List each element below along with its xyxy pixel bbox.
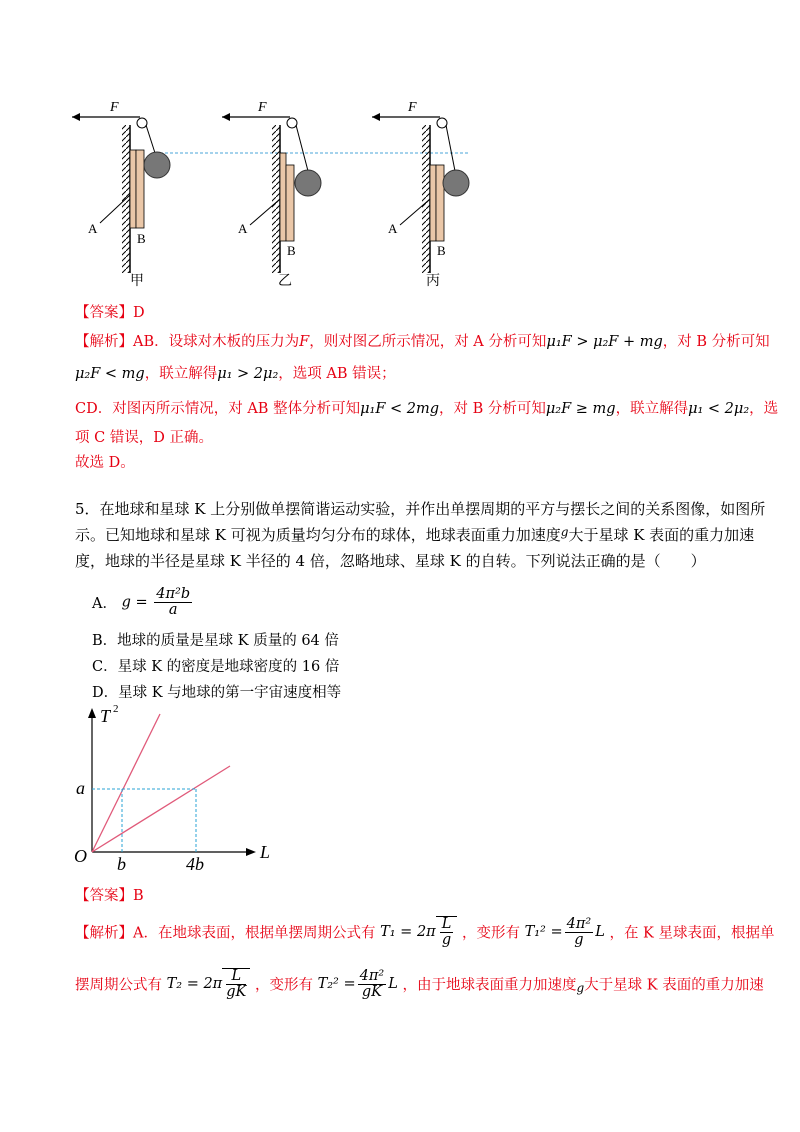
- formula: μ₁F > μ₂F + mg: [546, 334, 663, 350]
- force-label-bing: F: [408, 100, 417, 115]
- caption-yi: 乙: [278, 273, 292, 289]
- q5-answer: 【答案】B: [75, 888, 144, 904]
- formula: T₁ = 2π: [380, 924, 436, 940]
- formula: T₁² =: [524, 924, 563, 940]
- text: ，在 K 星球表面，根据单: [609, 925, 775, 942]
- text: 示。已知地球和星球 K 可视为质量均匀分布的球体，地球表面重力加速度: [75, 526, 561, 544]
- formula-tail: L: [388, 976, 398, 992]
- text: ，变形有: [461, 925, 520, 942]
- setup-jia: [72, 113, 170, 273]
- var-g: g: [560, 525, 569, 539]
- label-a-bing: A: [388, 221, 398, 236]
- formula-fraction: $\frac{\text{4π²b}}{a}$: [156, 586, 191, 618]
- x-tick-b: b: [117, 854, 126, 870]
- caption-jia: 甲: [130, 273, 144, 289]
- q4-analysis-line1: [75, 330, 770, 351]
- formula: μ₂F < mg: [75, 366, 145, 382]
- label-b-bing: B: [437, 243, 446, 258]
- label-b-jia: B: [137, 231, 146, 246]
- label-a-jia: A: [88, 221, 98, 236]
- t2-vs-l-graph: [70, 700, 285, 870]
- formula: μ₁ > 2μ₂: [217, 366, 279, 382]
- text: ，联立解得: [615, 401, 689, 417]
- formula: T₂² =: [317, 976, 356, 992]
- origin-label: O: [74, 846, 87, 866]
- text: ，联立解得: [144, 366, 218, 382]
- formula: μ₁F < 2mg: [360, 401, 439, 417]
- text: 摆周期公式有: [75, 977, 162, 994]
- y-tick-a: a: [76, 778, 85, 798]
- q4-answer: 【答案】D: [75, 305, 145, 321]
- var-g: g: [576, 981, 585, 995]
- text: 大于星球 K 表面的重力加速: [584, 977, 764, 994]
- text: 【解析】A．在地球表面，根据单摆周期公式有: [75, 925, 376, 942]
- text: 【解析】AB．设球对木板的压力为: [75, 334, 300, 350]
- formula: μ₁ < 2μ₂: [688, 401, 750, 417]
- formula: μ₂F ≥ mg: [545, 401, 616, 417]
- force-label-jia: F: [110, 100, 119, 115]
- q5-analysis-line1: [75, 916, 775, 948]
- x-axis-label: L: [260, 842, 271, 862]
- q5-stem-line2: [75, 524, 754, 545]
- text: ，选: [749, 401, 779, 417]
- y-axis-sup: 2: [113, 703, 119, 715]
- y-axis-arrow: [88, 708, 96, 718]
- q4-analysis-line5: 故选 D。: [75, 455, 135, 471]
- fraction: $\frac{\text{4π²}}{g}$: [566, 915, 592, 948]
- fraction: $\frac{\text{4π²}}{gK}$: [359, 967, 385, 1000]
- sqrt: $\frac{L}{gK}$: [222, 968, 250, 1000]
- setup-bing: [372, 113, 469, 273]
- text: ，则对图乙所示情况，对 A 分析可知: [309, 334, 547, 350]
- setup-yi: [222, 113, 321, 273]
- q5-option-d[interactable]: D．星球 K 与地球的第一宇宙速度相等: [92, 685, 342, 701]
- force-label-yi: F: [258, 100, 267, 115]
- q5-stem-line1: 5．在地球和星球 K 上分别做单摆简谐运动实验，并作出单摆周期的平方与摆长之间的关系图像，如图所: [75, 500, 766, 518]
- q4-analysis-line4: 项 C 错误，D 正确。: [75, 430, 214, 446]
- text: ，对 B 分析可知: [662, 334, 770, 350]
- text: ，变形有: [254, 977, 313, 994]
- q5-stem-line3: 度，地球的半径是星球 K 半径的 4 倍，忽略地球、星球 K 的自转。下列说法正确的是（ ）: [75, 552, 706, 570]
- option-label: A．: [92, 596, 117, 612]
- sqrt: $\frac{L}{g}$: [436, 916, 458, 948]
- q4-analysis-line3: [75, 397, 778, 418]
- text: 大于星球 K 表面的重力加速: [568, 526, 755, 544]
- formula: T₂ = 2π: [166, 976, 223, 992]
- q5-option-a[interactable]: [92, 587, 194, 618]
- q5-analysis-line2: [75, 968, 764, 1000]
- label-a-yi: A: [238, 221, 248, 236]
- q5-option-b[interactable]: B．地球的质量是星球 K 质量的 64 倍: [92, 633, 339, 649]
- wall-pulley-figure: [60, 95, 500, 290]
- x-axis-arrow: [246, 848, 256, 856]
- caption-bing: 丙: [426, 273, 440, 289]
- text: ，对 B 分析可知: [439, 401, 546, 417]
- text: CD．对图丙所示情况，对 AB 整体分析可知: [75, 401, 361, 417]
- y-axis-label: T: [100, 706, 111, 726]
- label-b-yi: B: [287, 243, 296, 258]
- text: ，选项 AB 错误；: [278, 366, 396, 382]
- formula-tail: L: [595, 924, 605, 940]
- formula-lhs: g =: [121, 594, 148, 611]
- q5-option-c[interactable]: C．星球 K 的密度是地球密度的 16 倍: [92, 659, 340, 675]
- q4-analysis-line2: [75, 362, 396, 383]
- var-f: F: [299, 334, 310, 350]
- text: ，由于地球表面重力加速度: [402, 977, 577, 994]
- x-tick-4b: 4b: [186, 854, 204, 870]
